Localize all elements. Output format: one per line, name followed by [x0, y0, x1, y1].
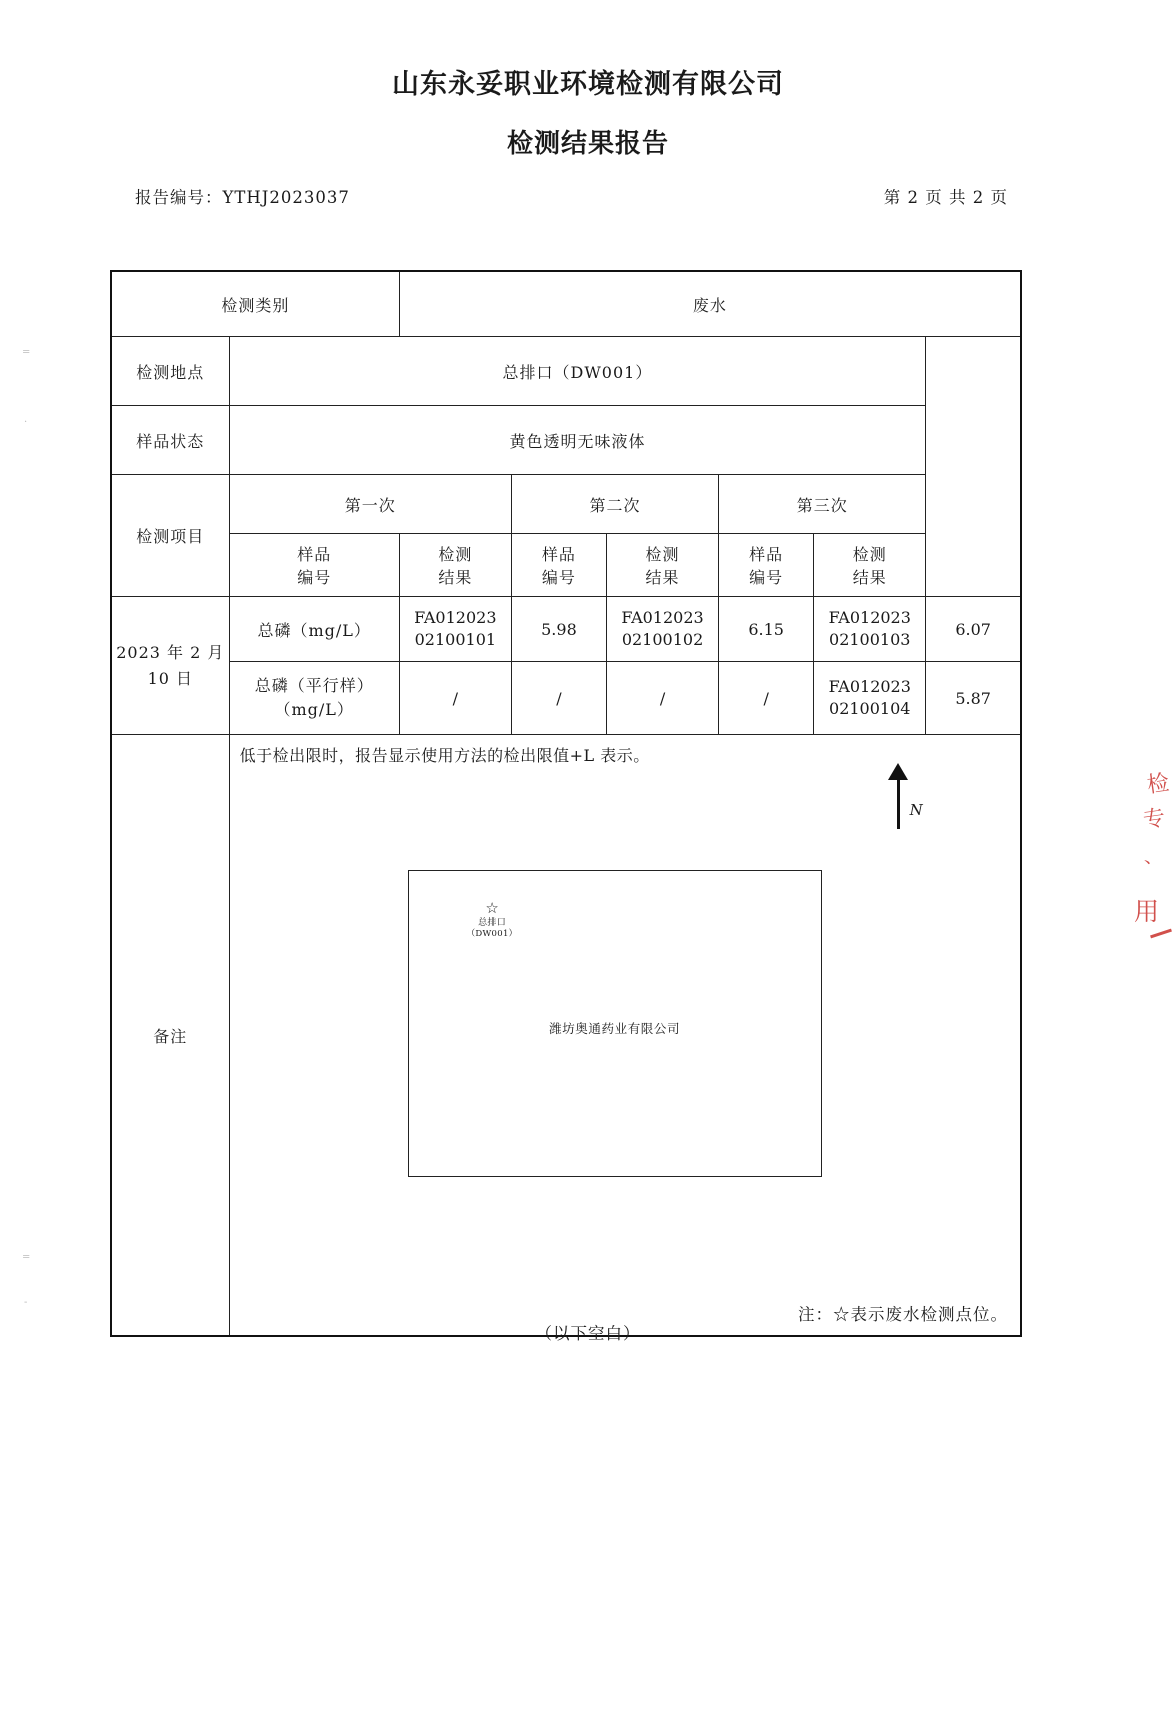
page-indicator: 第 2 页 共 2 页 — [883, 188, 1008, 207]
code-line: FA012023 — [828, 608, 911, 628]
table-row — [111, 534, 1021, 597]
sample-code — [606, 597, 718, 662]
location-label: 检测地点 — [111, 337, 229, 406]
legend-note: 注：☆表示废水检测点位。 — [798, 1305, 1008, 1324]
table-row — [111, 406, 1021, 475]
point-code: （DW001） — [466, 929, 518, 939]
table-row — [111, 662, 1021, 735]
sub-header-line: 结果 — [438, 568, 473, 587]
scan-speck: = — [22, 347, 31, 358]
sub-header-sample-no-3 — [719, 534, 814, 597]
sub-header-sample-no-1 — [229, 534, 399, 597]
scan-speck: = — [22, 1252, 31, 1263]
result-value: 5.98 — [511, 597, 606, 662]
notes-text: 低于检出限时，报告显示使用方法的检出限值+L 表示。 — [239, 746, 650, 765]
sample-code: / — [399, 662, 511, 735]
code-line: 02100102 — [621, 630, 704, 649]
run-header-2: 第二次 — [511, 475, 718, 534]
sub-header-result-3 — [814, 534, 926, 597]
sub-header-line: 样品 — [541, 545, 576, 564]
sub-header-line: 结果 — [852, 568, 887, 587]
page-title: 检测结果报告 — [506, 129, 669, 159]
category-label: 检测类别 — [111, 271, 399, 337]
sub-header-line: 样品 — [297, 545, 332, 564]
map-company-label: 潍坊奥通药业有限公司 — [549, 1021, 681, 1036]
sub-header-line: 结果 — [645, 568, 680, 587]
site-map — [408, 870, 822, 1177]
category-value: 废水 — [399, 271, 1021, 337]
result-value: 5.87 — [926, 662, 1021, 735]
run-header-3: 第三次 — [719, 475, 926, 534]
table-row — [111, 337, 1021, 406]
scan-speck: - — [24, 1297, 28, 1308]
report-table — [110, 270, 1022, 1337]
result-value: / — [719, 662, 814, 735]
sub-header-line: 编号 — [297, 568, 332, 587]
sub-header-line: 检测 — [438, 545, 473, 564]
code-line: 02100101 — [414, 630, 497, 649]
code-line: FA012023 — [621, 608, 704, 628]
sample-state-label: 样品状态 — [111, 406, 229, 475]
table-row — [111, 597, 1021, 662]
run-header-1: 第一次 — [229, 475, 511, 534]
below-blank-note: （以下空白） — [535, 1324, 641, 1343]
result-value: / — [511, 662, 606, 735]
code-line: FA012023 — [828, 677, 911, 697]
stamp-underline — [1150, 929, 1172, 939]
point-label: 总排口 — [478, 917, 506, 928]
sample-code — [814, 597, 926, 662]
result-value: 6.15 — [719, 597, 814, 662]
stamp-mark-4: 用 — [1133, 897, 1160, 926]
stamp-mark-2: 专 — [1141, 805, 1168, 834]
monitoring-point-marker — [467, 899, 518, 940]
star-icon: ☆ — [485, 899, 499, 917]
sampling-date-value — [111, 597, 229, 735]
north-label: N — [909, 801, 923, 819]
row-item-label: 总磷（mg/L） — [229, 597, 399, 662]
result-value: 6.07 — [926, 597, 1021, 662]
sample-state-value: 黄色透明无味液体 — [229, 406, 926, 475]
sub-header-sample-no-2 — [511, 534, 606, 597]
notes-label: 备注 — [111, 735, 229, 1337]
item-label: 检测项目 — [111, 475, 229, 597]
sub-header-line: 检测 — [852, 545, 887, 564]
item-line: （mg/L） — [274, 700, 354, 719]
item-line: 总磷（平行样） — [254, 676, 374, 695]
scan-speck: . — [24, 414, 28, 425]
sub-header-result-2 — [606, 534, 718, 597]
location-value: 总排口（DW001） — [229, 337, 926, 406]
company-title: 山东永妥职业环境检测有限公司 — [392, 69, 784, 100]
sample-code — [399, 597, 511, 662]
sub-header-line: 编号 — [749, 568, 784, 587]
stamp-mark-1: 检 — [1145, 770, 1172, 799]
report-meta — [0, 184, 1176, 210]
code-line: 02100103 — [829, 630, 911, 649]
report-table-container — [110, 270, 1022, 1337]
code-line: 02100104 — [829, 699, 911, 718]
report-number: 报告编号：YTHJ2023037 — [135, 188, 350, 207]
sub-header-line: 样品 — [749, 545, 784, 564]
sample-code: / — [606, 662, 718, 735]
table-row — [111, 735, 1021, 1337]
sampling-date-text: 2023 年 2 月 10 日 — [116, 642, 225, 688]
table-row — [111, 475, 1021, 534]
notes-body — [229, 735, 1021, 1337]
row-item-label — [229, 662, 399, 735]
sample-code — [814, 662, 926, 735]
code-line: FA012023 — [414, 608, 497, 628]
arrow-shaft — [897, 771, 900, 829]
sub-header-result-1 — [399, 534, 511, 597]
table-row — [111, 271, 1021, 337]
sub-header-line: 检测 — [645, 545, 680, 564]
sub-header-line: 编号 — [541, 568, 576, 587]
stamp-mark-3: 、 — [1141, 844, 1164, 869]
north-arrow-icon — [880, 763, 940, 833]
